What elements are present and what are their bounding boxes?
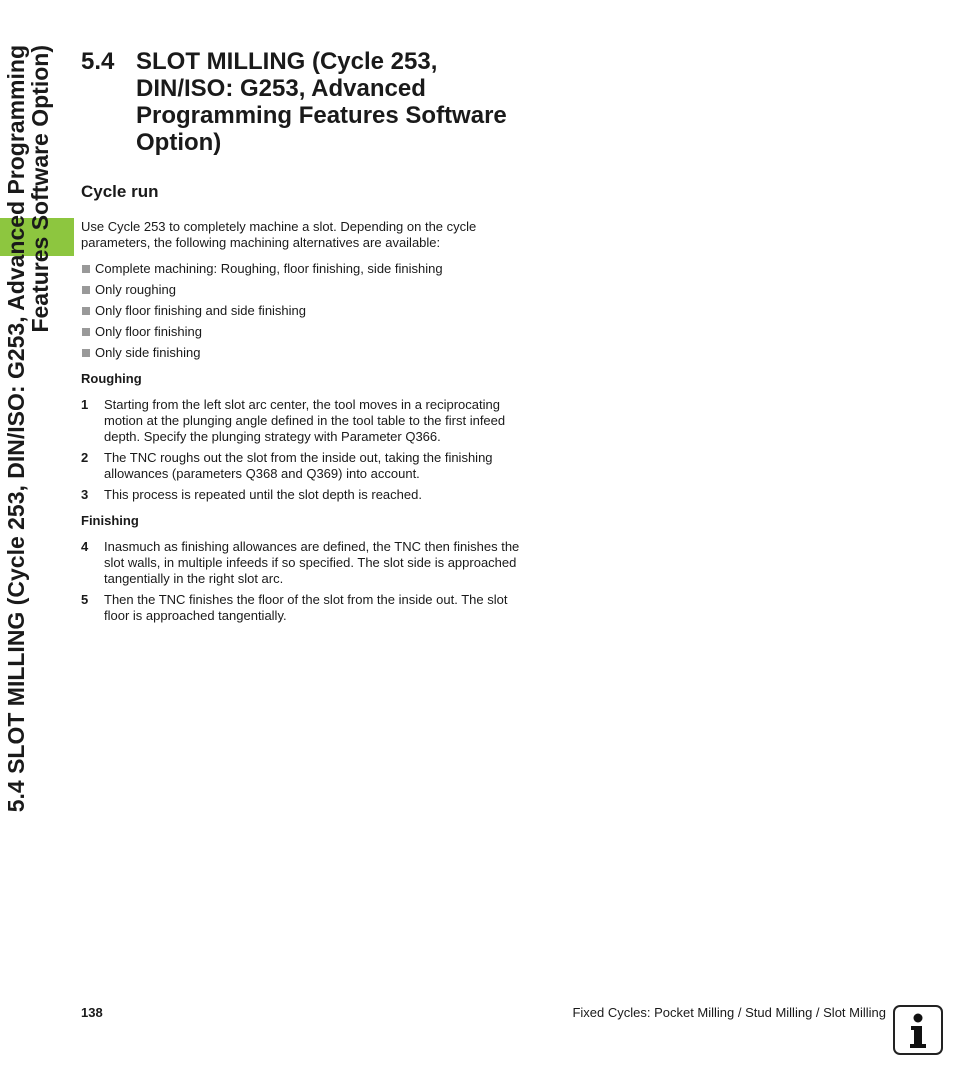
footer-chapter-title: Fixed Cycles: Pocket Milling / Stud Milling / Slot Milling	[572, 1005, 886, 1020]
square-bullet-icon	[82, 307, 90, 315]
intro-paragraph: Use Cycle 253 to completely machine a slot. Depending on the cycle parameters, the following machining alternatives are available:	[81, 219, 477, 250]
section-title: SLOT MILLING (Cycle 253, DIN/ISO: G253, Advanced Programming Features Software Option)	[136, 48, 507, 156]
roughing-title: Roughing	[81, 371, 142, 386]
side-title-line-2: Features Software Option)	[27, 45, 53, 333]
step-item: 1 Starting from the left slot arc center, the tool moves in a reciprocating motion at the plunging angle defined in the tool table to the first infeed depth. Specify the plunging strategy with Parameter Q366.	[81, 397, 506, 444]
section-heading	[81, 48, 541, 156]
step-item: 2 The TNC roughs out the slot from the inside out, taking the finishing allowances (parameters Q368 and Q369) into account.	[81, 450, 493, 481]
section-number: 5.4	[81, 48, 115, 75]
body-content	[81, 219, 526, 629]
square-bullet-icon	[82, 265, 90, 273]
square-bullet-icon	[82, 349, 90, 357]
square-bullet-icon	[82, 328, 90, 336]
list-item: Only floor finishing	[81, 324, 526, 340]
list-item: Only roughing	[81, 282, 526, 298]
info-icon	[893, 1005, 943, 1055]
square-bullet-icon	[82, 286, 90, 294]
list-item: Complete machining: Roughing, floor finishing, side finishing	[81, 261, 526, 277]
step-item: 5 Then the TNC finishes the floor of the slot from the inside out. The slot floor is approached tangentially.	[81, 592, 508, 623]
list-item: Only side finishing	[81, 345, 526, 361]
alternatives-list	[81, 261, 526, 361]
side-title-line-1: 5.4 SLOT MILLING (Cycle 253, DIN/ISO: G253, Advanced Programming	[3, 45, 29, 813]
subheading-cycle-run: Cycle run	[81, 182, 159, 201]
finishing-title: Finishing	[81, 513, 139, 528]
list-item: Only floor finishing and side finishing	[81, 303, 526, 319]
info-icon-glyph	[895, 1007, 941, 1053]
finishing-steps	[81, 539, 526, 624]
page-number: 138	[81, 1005, 103, 1020]
step-item: 4 Inasmuch as finishing allowances are defined, the TNC then finishes the slot walls, in multiple infeeds if so specified. The slot side is approached tangentially in the right slot arc.	[81, 539, 520, 586]
roughing-steps	[81, 397, 526, 503]
side-chapter-title	[4, 45, 52, 905]
step-item: 3 This process is repeated until the slot depth is reached.	[81, 487, 422, 502]
